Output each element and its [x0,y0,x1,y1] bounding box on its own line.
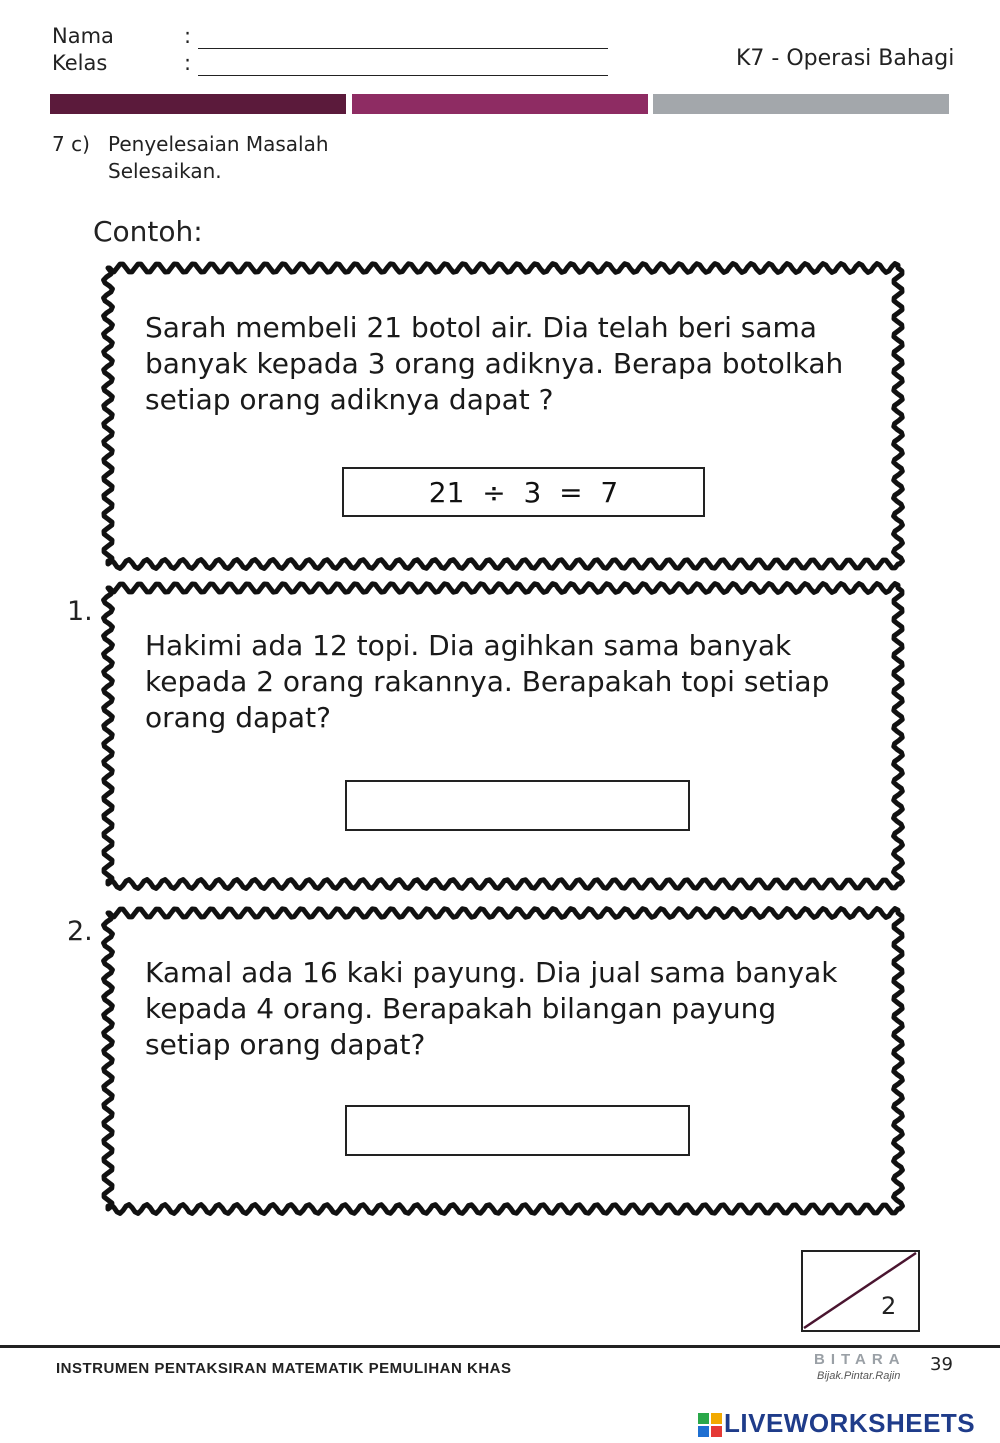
header-bar-grey [653,94,949,114]
question-1-card [100,580,906,892]
page-number: 39 [930,1354,953,1375]
kelas-label: Kelas [52,51,108,75]
score-total: 2 [881,1292,897,1320]
header-bar-dark [50,94,346,114]
section-instruction: Selesaikan. [108,159,222,183]
header-bar-magenta [352,94,648,114]
question-2-answer-box[interactable] [345,1105,690,1156]
question-2-text-line-3: setiap orang dapat? [145,1028,426,1061]
question-2-number: 2. [67,916,93,947]
nama-label: Nama [52,24,114,48]
footer-title: INSTRUMEN PENTAKSIRAN MATEMATIK PEMULIHAN KHAS [56,1360,512,1377]
example-answer-box: 21 ÷ 3 = 7 [342,467,705,517]
footer-divider [0,1345,1000,1348]
question-1-answer-box[interactable] [345,780,690,831]
question-1-text-line-2: kepada 2 orang rakannya. Berapakah topi setiap [145,665,830,698]
topic-title: K7 - Operasi Bahagi [736,46,955,71]
example-text-line-3: setiap orang adiknya dapat ? [145,383,554,416]
example-label: Contoh: [93,215,203,248]
question-1-number: 1. [67,596,93,627]
brand-tagline: Bijak.Pintar.Rajin [817,1370,901,1382]
brand-logo: BITARA [814,1351,906,1368]
section-title: Penyelesaian Masalah [108,132,329,156]
example-card [100,260,906,572]
example-text-line-2: banyak kepada 3 orang adiknya. Berapa botolkah [145,347,844,380]
question-1-text-line-1: Hakimi ada 12 topi. Dia agihkan sama banyak [145,629,792,662]
nama-field[interactable] [198,48,608,49]
nama-colon: : [184,24,192,48]
question-2-card [100,905,906,1217]
liveworksheets-watermark: LIVEWORKSHEETS [724,1408,976,1438]
score-box [801,1250,920,1332]
kelas-colon: : [184,51,192,75]
example-text-line-1: Sarah membeli 21 botol air. Dia telah beri sama [145,311,817,344]
wavy-border [100,580,906,892]
liveworksheets-logo-icon [698,1413,722,1437]
question-1-text-line-3: orang dapat? [145,701,331,734]
question-2-text-line-1: Kamal ada 16 kaki payung. Dia jual sama banyak [145,956,838,989]
score-diagonal [803,1252,917,1329]
section-number: 7 c) [52,132,90,156]
kelas-field[interactable] [198,75,608,76]
question-2-text-line-2: kepada 4 orang. Berapakah bilangan payung [145,992,777,1025]
